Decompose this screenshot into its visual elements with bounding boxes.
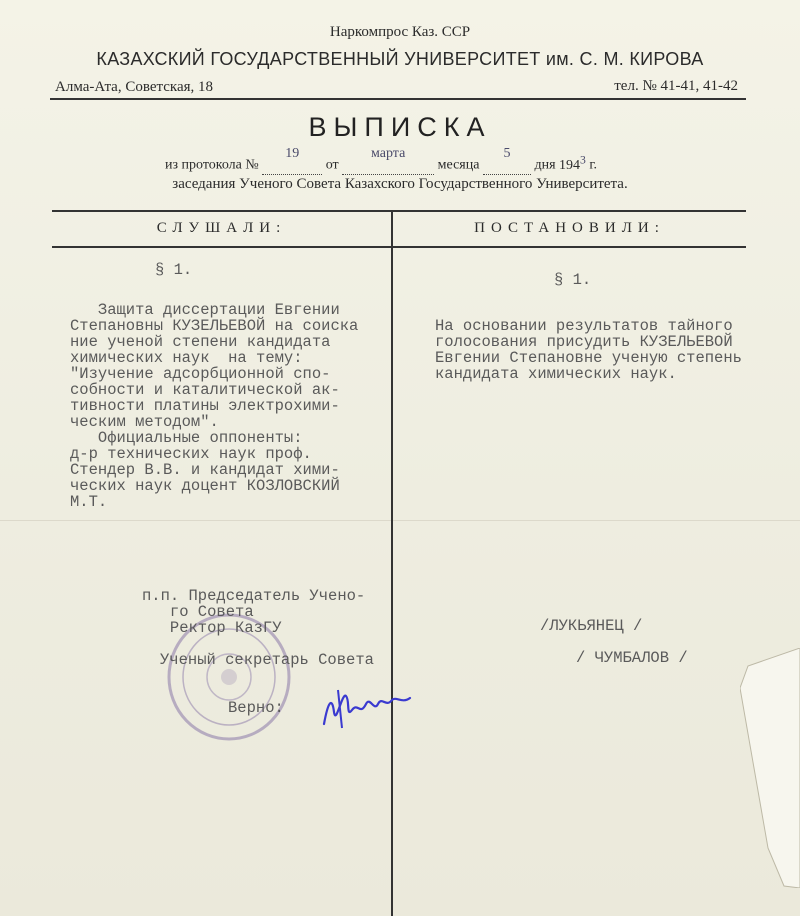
university-name: КАЗАХСКИЙ ГОСУДАРСТВЕННЫЙ УНИВЕРСИТЕТ им. С. М. КИРОВА	[96, 49, 704, 69]
protocol-year	[559, 153, 586, 173]
table-top-rule	[52, 210, 746, 212]
protocol-month-field	[342, 145, 434, 175]
header-rule	[50, 98, 746, 100]
protocol-month: марта	[371, 145, 406, 161]
secretary-label: Ученый секретарь Совета	[160, 651, 374, 669]
protocol-from-label: от	[325, 157, 339, 173]
right-column-text: На основании результатов тайного голосования присудить КУЗЕЛЬЕВОЙ Евгении Степановне ученую степень кандидата химических наук.	[435, 317, 742, 383]
address: Алма-Ата, Советская, 18	[55, 79, 214, 95]
protocol-month-label: месяца	[437, 157, 480, 173]
protocol-number-field	[262, 145, 322, 175]
protocol-prefix: из протокола №	[165, 157, 259, 173]
protocol-day: 5	[503, 145, 511, 161]
meeting-line: заседания Ученого Совета Казахского Государственного Университета.	[172, 176, 628, 192]
right-paragraph-number: § 1.	[554, 271, 592, 289]
torn-corner	[740, 648, 800, 888]
paper-fold	[0, 520, 800, 521]
protocol-line	[165, 145, 598, 175]
chair-name: /ЛУКЬЯНЕЦ /	[540, 617, 643, 635]
handwritten-signature	[316, 682, 416, 732]
protocol-number: 19	[285, 145, 300, 161]
phone: тел. № 41-41, 41-42	[614, 78, 738, 94]
protocol-year-printed: 194	[559, 157, 581, 173]
left-column-text: Защита диссертации Евгении Степановны КУЗЕЛЬЕВОЙ на соиска ние ученой степени кандидата химических наук на тему: "Изучение адсорбционной спо- собности и каталитической ак- тивности платины электрохими- ческим методом". Официальные оппоненты: д-р технических наук проф. Стендер В.В. и кандидат хими- ческих наук доцент КОЗЛОВСКИЙ М.Т.	[70, 301, 359, 511]
verno-label: Верно:	[228, 699, 284, 717]
protocol-year-hand: 3	[580, 153, 586, 166]
column-divider	[391, 210, 393, 916]
protocol-day-label: дня	[534, 157, 556, 173]
table-header-rule	[52, 246, 746, 248]
protocol-year-suffix: г.	[589, 157, 598, 173]
protocol-day-field	[483, 145, 531, 175]
left-paragraph-number: § 1.	[155, 261, 193, 279]
ministry-line: Наркомпрос Каз. ССР	[329, 24, 471, 40]
column-heading-resolved: ПОСТАНОВИЛИ:	[474, 220, 665, 236]
column-heading-heard: СЛУШАЛИ:	[156, 220, 287, 236]
chair-signature-block: п.п. Председатель Учено- го Совета Ректор КазГУ	[142, 587, 366, 637]
document-title: ВЫПИСКА	[308, 112, 492, 142]
secretary-name: / ЧУМБАЛОВ /	[576, 649, 688, 667]
